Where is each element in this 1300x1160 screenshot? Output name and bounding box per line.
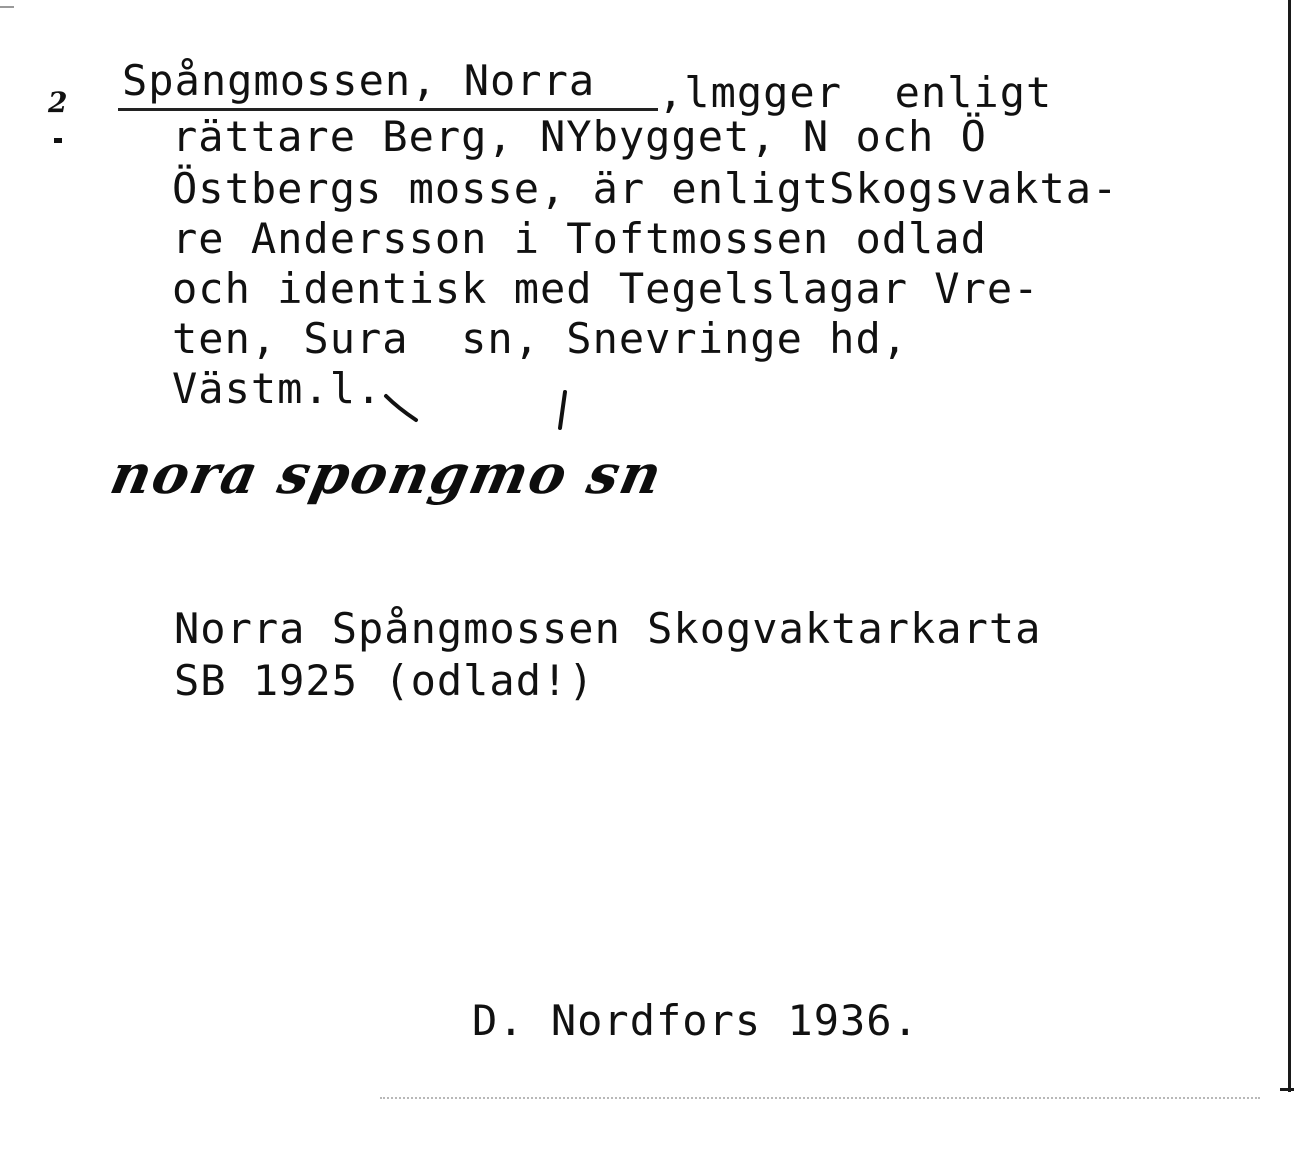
signature-line: D. Nordfors 1936. — [472, 996, 919, 1045]
note-line-1: Norra Spångmossen Skogvaktarkarta — [174, 604, 1042, 653]
note-line-2: SB 1925 (odlad!) — [174, 656, 595, 705]
handwritten-hook-mark — [386, 396, 416, 420]
body-line-1: rättare Berg, NYbyggеt, N och Ö — [172, 112, 987, 161]
body-line-6: Västm.l. — [172, 364, 383, 413]
handwritten-note: nora spongmo sn — [105, 442, 670, 506]
body-line-4: och identisk med Tegelslagar Vre- — [172, 264, 1040, 313]
card-number: 2 — [48, 86, 68, 119]
body-line-3: re Andersson i Toftmossen odlad — [172, 214, 987, 263]
handwritten-vertical-stroke — [560, 392, 565, 428]
body-line-5: ten, Sura sn, Snevringe hd, — [172, 314, 909, 363]
body-line-2: Östbergs mosse, är enligtSkogsvakta- — [172, 164, 1119, 213]
entry-title: Spångmossen, Norra — [122, 56, 596, 105]
body-line-0: ,lmgger enligt — [658, 68, 1053, 117]
